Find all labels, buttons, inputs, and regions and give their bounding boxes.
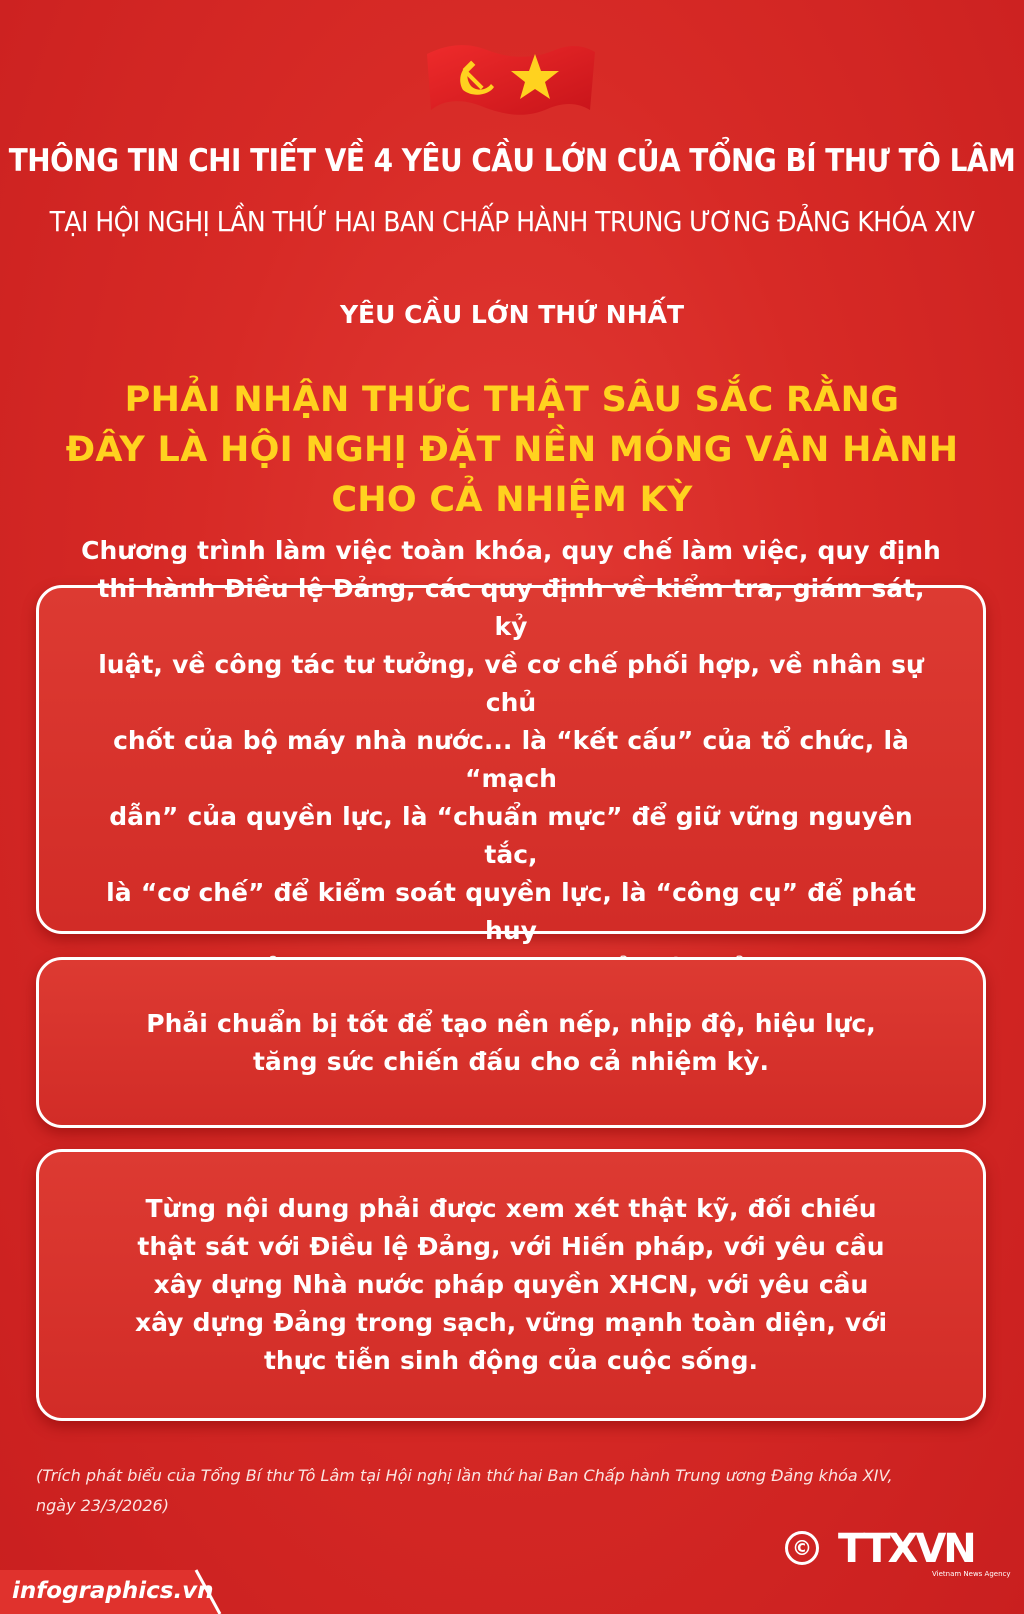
- main-title-line1: THÔNG TIN CHI TIẾT VỀ 4 YÊU CẦU LỚN CỦA TỔNG BÍ THƯ TÔ LÂM: [8, 143, 1016, 179]
- text-line: luật, về công tác tư tưởng, về cơ chế phối hợp, về nhân sự chủ: [98, 649, 924, 717]
- headline-line: CHO CẢ NHIỆM KỲ: [331, 480, 693, 520]
- section-label: YÊU CẦU LỚN THỨ NHẤT: [339, 300, 685, 329]
- text-line: thực tiễn sinh động của cuộc sống.: [263, 1346, 758, 1375]
- text-line: thật sát với Điều lệ Đảng, với Hiến pháp, với yêu cầu: [137, 1232, 885, 1261]
- headline-line: ĐÂY LÀ HỘI NGHỊ ĐẶT NỀN MÓNG VẬN HÀNH: [65, 430, 959, 470]
- text-line: Phải chuẩn bị tốt để tạo nền nếp, nhịp độ, hiệu lực,: [146, 1008, 876, 1038]
- section-headline: [0, 375, 1024, 525]
- main-title-line2: TẠI HỘI NGHỊ LẦN THỨ HAI BAN CHẤP HÀNH TRUNG ƯƠNG ĐẢNG KHÓA XIV: [49, 205, 975, 238]
- text-line: Chương trình làm việc toàn khóa, quy chế làm việc, quy định: [81, 535, 941, 565]
- text-line: thi hành Điều lệ Đảng, các quy định về kiểm tra, giám sát, kỷ: [97, 573, 925, 641]
- text-line: xây dựng Đảng trong sạch, vững mạnh toàn diện, với: [134, 1308, 888, 1337]
- footnote-line: ngày 23/3/2026): [36, 1496, 169, 1515]
- footnote-line: (Trích phát biểu của Tổng Bí thư Tô Lâm tại Hội nghị lần thứ hai Ban Chấp hành Trung ương Đảng khóa XIV,: [36, 1466, 893, 1485]
- source-footnote: [36, 1461, 936, 1521]
- content-box-text: [106, 1005, 915, 1081]
- logo-text: TTXVN: [838, 1526, 974, 1572]
- headline-line: PHẢI NHẬN THỨC THẬT SÂU SẮC RẰNG: [124, 380, 900, 420]
- text-line: chốt của bộ máy nhà nước... là “kết cấu” của tổ chức, là “mạch: [113, 725, 909, 793]
- content-box-2: [36, 957, 986, 1128]
- text-line: Từng nội dung phải được xem xét thật kỹ, đối chiếu: [145, 1194, 877, 1223]
- ttxvn-logo: [836, 1522, 1011, 1580]
- site-link[interactable]: infographics.vn: [12, 1578, 214, 1604]
- text-line: tăng sức chiến đấu cho cả nhiệm kỳ.: [252, 1046, 769, 1076]
- content-box-text: [39, 532, 983, 988]
- content-box-3: [36, 1149, 986, 1421]
- text-line: dẫn” của quyền lực, là “chuẩn mực” để giữ vững nguyên tắc,: [109, 801, 913, 869]
- party-flag-icon: [427, 40, 597, 118]
- logo-subtext: Vietnam News Agency: [932, 1570, 1011, 1578]
- copyright-icon: ©: [785, 1531, 819, 1565]
- text-line: xây dựng Nhà nước pháp quyền XHCN, với yêu cầu: [153, 1270, 869, 1299]
- text-line: là “cơ chế” để kiểm soát quyền lực, là “công cụ” để phát huy: [106, 877, 916, 945]
- content-box-text: [95, 1190, 927, 1380]
- content-box-1: [36, 535, 986, 945]
